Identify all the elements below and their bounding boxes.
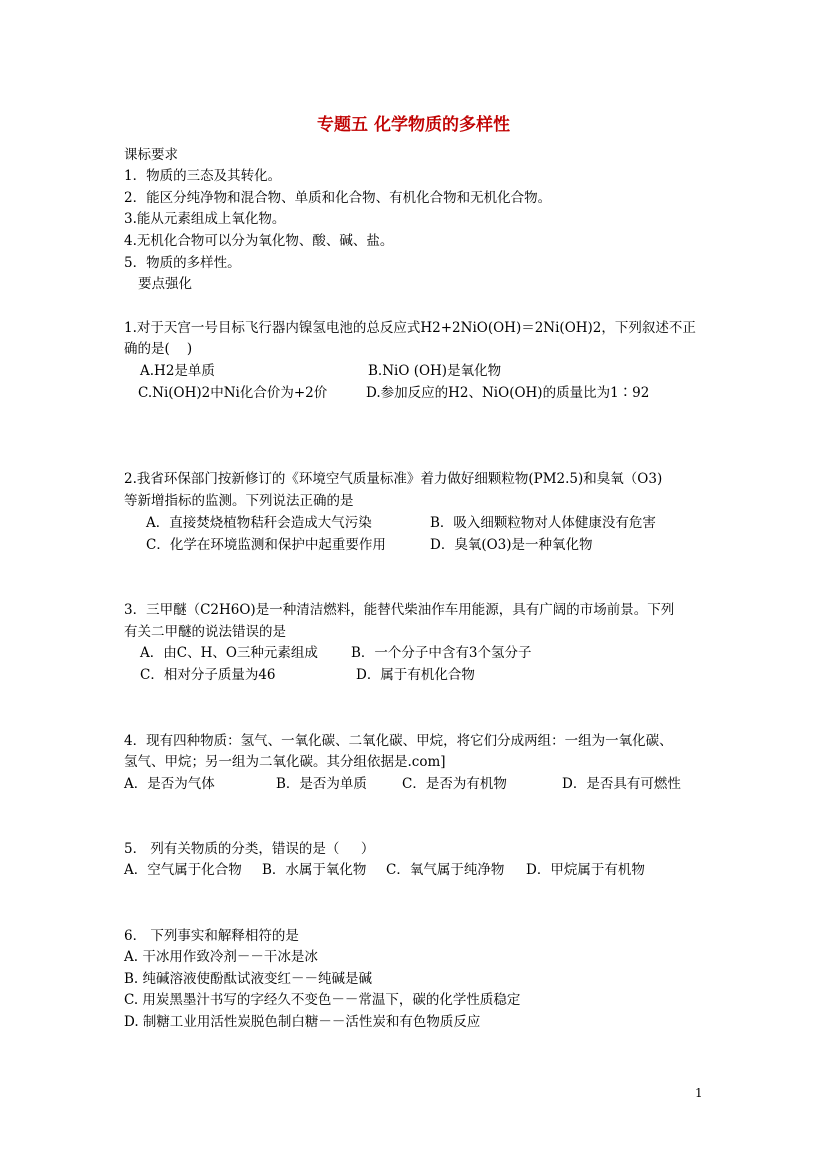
q1-option-c: C.Ni(OH)2中Ni化合价为+2价: [138, 385, 328, 401]
q4-stem-line1: 4．现有四种物质：氢气、一氧化碳、二氧化碳、甲烷，将它们分成两组：一组为一氧化碳、: [124, 733, 673, 749]
q1-option-b: B.NiO (OH)是氧化物: [368, 363, 502, 379]
requirement-item: 2．能区分纯净物和混合物、单质和化合物、有机化合物和无机化合物。: [124, 190, 552, 206]
requirement-item: 3.能从元素组成上氧化物。: [124, 211, 286, 227]
q2-option-a: A．直接焚烧植物秸秆会造成大气污染: [146, 515, 372, 531]
q3-option-a: A．由C、H、O三种元素组成: [140, 645, 318, 661]
q4-option-b: B．是否为单质: [276, 776, 367, 792]
q1-option-d: D.参加反应的H2、NiO(OH)的质量比为1∶92: [366, 385, 650, 401]
q2-stem-line1: 2.我省环保部门按新修订的《环境空气质量标准》着力做好细颗粒物(PM2.5)和臭氧（O3): [124, 471, 663, 487]
q6-option-c: C. 用炭黑墨汁书写的字经久不变色－－常温下，碳的化学性质稳定: [124, 992, 521, 1008]
requirement-item: 4.无机化合物可以分为氧化物、酸、碱、盐。: [124, 233, 394, 249]
q1-stem-line1: 1.对于天宫一号目标飞行器内镍氢电池的总反应式H2+2NiO(OH)＝2Ni(OH)2，下列叙述不正: [124, 320, 696, 336]
q3-option-b: B．一个分子中含有3个氢分子: [351, 645, 532, 661]
document-title: 专题五 化学物质的多样性: [317, 115, 510, 135]
requirement-item: 1．物质的三态及其转化。: [124, 168, 282, 184]
q6-stem-line1: 6． 下列事实和解释相符的是: [124, 928, 299, 944]
q6-option-d: D. 制糖工业用活性炭脱色制白糖－－活性炭和有色物质反应: [124, 1014, 481, 1030]
page-number: 1: [695, 1086, 703, 1100]
q2-stem-line2: 等新增指标的监测。下列说法正确的是: [124, 493, 354, 509]
q6-option-a: A. 干冰用作致冷剂－－干冰是冰: [124, 949, 318, 965]
key-points-heading: 要点强化: [138, 276, 192, 292]
q3-option-d: D．属于有机化合物: [356, 667, 475, 683]
q5-option-b: B．水属于氧化物: [262, 862, 367, 878]
q3-stem-line2: 有关二甲醚的说法错误的是: [124, 624, 286, 640]
q4-stem-line2: 氢气、甲烷；另一组为二氧化碳。其分组依据是.com]: [124, 754, 446, 770]
q4-option-a: A．是否为气体: [124, 776, 215, 792]
q4-option-c: C．是否为有机物: [402, 776, 507, 792]
q4-option-d: D．是否具有可燃性: [562, 776, 681, 792]
q5-option-d: D．甲烷属于有机物: [526, 862, 645, 878]
q1-option-a: A.H2是单质: [140, 363, 215, 379]
q2-option-d: D．臭氧(O3)是一种氧化物: [430, 537, 593, 553]
q3-option-c: C．相对分子质量为46: [140, 667, 276, 683]
q5-option-c: C．氧气属于纯净物: [386, 862, 505, 878]
q5-option-a: A．空气属于化合物: [124, 862, 242, 878]
requirements-heading: 课标要求: [124, 147, 178, 163]
q2-option-c: C．化学在环境监测和保护中起重要作用: [146, 537, 386, 553]
q6-option-b: B. 纯碱溶液使酚酞试液变红－－纯碱是碱: [124, 971, 373, 987]
q1-stem-line2: 确的是( ): [124, 341, 193, 357]
requirement-item: 5．物质的多样性。: [124, 255, 241, 271]
q3-stem-line1: 3．三甲醚（C2H6O)是一种清洁燃料，能替代柴油作车用能源，具有广阔的市场前景。下列: [124, 602, 675, 618]
q2-option-b: B．吸入细颗粒物对人体健康没有危害: [430, 515, 656, 531]
q5-stem-line1: 5． 列有关物质的分类，错误的是（ ）: [124, 841, 375, 857]
